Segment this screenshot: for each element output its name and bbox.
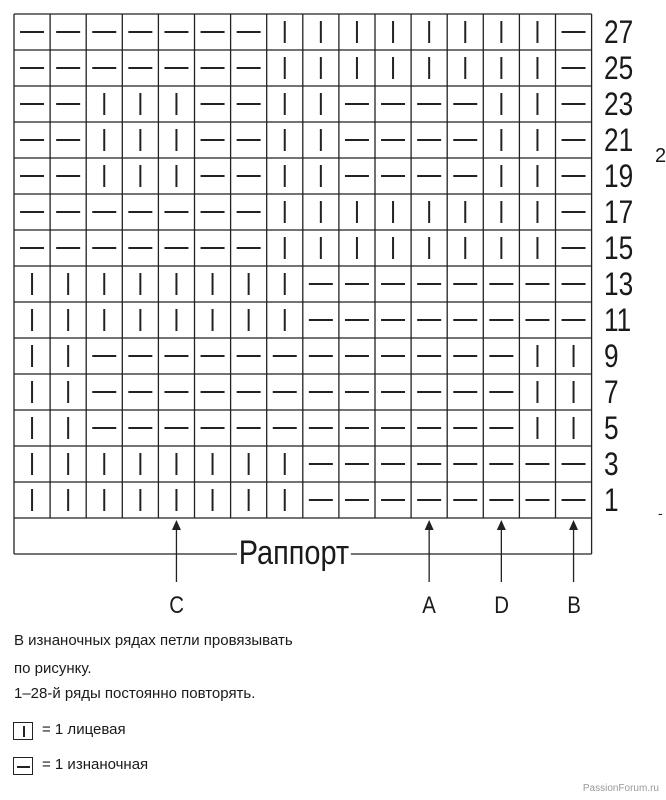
row-number: 27 bbox=[604, 14, 634, 50]
row-number: 23 bbox=[604, 86, 634, 122]
marker-arrow-head bbox=[425, 520, 434, 530]
row-number: 11 bbox=[604, 302, 632, 338]
instruction-line-2: по рисунку. bbox=[14, 660, 92, 677]
edge-mark: 2 bbox=[655, 145, 666, 167]
marker-arrow-head bbox=[172, 520, 181, 530]
row-number: 21 bbox=[604, 122, 634, 158]
row-number: 1 bbox=[604, 482, 619, 518]
legend-knit-text: = 1 лицевая bbox=[42, 721, 126, 738]
row-number: 13 bbox=[604, 266, 634, 302]
purl-symbol-icon bbox=[13, 757, 33, 775]
marker-label-b: B bbox=[566, 592, 581, 619]
instruction-line-3: 1–28-й ряды постоянно повторять. bbox=[14, 685, 256, 702]
marker-label-c: C bbox=[169, 592, 185, 619]
row-number: 19 bbox=[604, 158, 634, 194]
edge-mark: - bbox=[658, 505, 663, 521]
row-number: 5 bbox=[604, 410, 619, 446]
marker-label-a: A bbox=[422, 592, 436, 619]
row-number: 15 bbox=[604, 230, 634, 266]
row-number: 3 bbox=[604, 446, 619, 482]
knit-symbol-icon bbox=[13, 722, 33, 740]
row-number: 9 bbox=[604, 338, 619, 374]
row-number: 25 bbox=[604, 50, 634, 86]
marker-arrow-head bbox=[497, 520, 506, 530]
marker-arrow-head bbox=[569, 520, 578, 530]
row-number: 7 bbox=[604, 374, 619, 410]
rapport-label: Раппорт bbox=[238, 534, 350, 572]
row-number: 17 bbox=[604, 194, 634, 230]
watermark: PassionForum.ru bbox=[582, 783, 659, 794]
legend-purl-text: = 1 изнаночная bbox=[42, 756, 149, 773]
marker-label-d: D bbox=[494, 592, 510, 619]
instruction-line-1: В изнаночных рядах петли провязывать bbox=[14, 632, 293, 649]
